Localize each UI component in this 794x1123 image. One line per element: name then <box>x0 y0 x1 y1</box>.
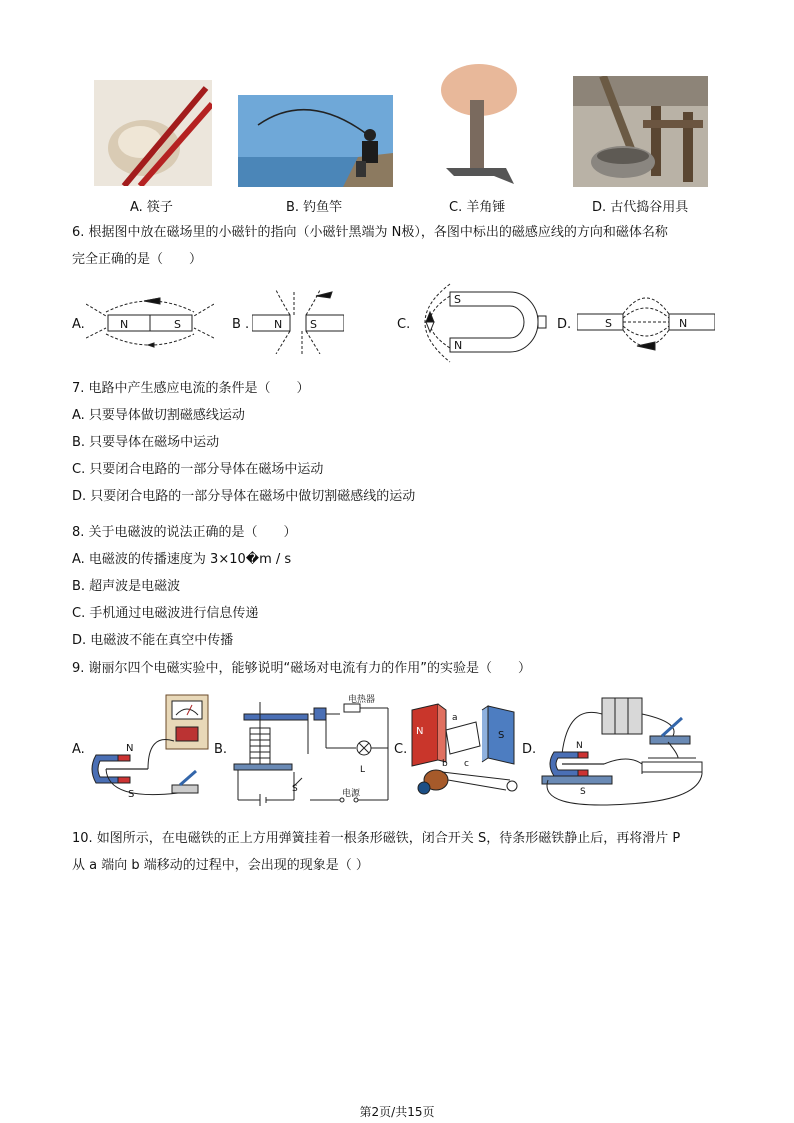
fishing-rod-image <box>238 95 393 187</box>
svg-text:L: L <box>360 765 366 775</box>
q9-diagram-d <box>538 694 714 810</box>
q9-option-a-label: A. <box>72 742 85 757</box>
svg-text:N: N <box>679 317 688 330</box>
svg-text:S: S <box>605 317 612 330</box>
question-6-stem-line1: 6. 根据图中放在磁场里的小磁针的指向（小磁针黑端为 N极），各图中标出的磁感应线的方向和磁体名称 <box>72 225 668 240</box>
question-7-option-d: D. 只要闭合电路的一部分导体在磁场中做切割磁感线的运动 <box>72 489 416 504</box>
q9-option-b-label: B. <box>214 742 228 757</box>
question-8-stem: 8. 关于电磁波的说法正确的是（ ） <box>72 525 297 540</box>
svg-text:a: a <box>452 713 458 723</box>
question-8-option-a: A. 电磁波的传播速度为 3×10�m / s <box>72 552 292 567</box>
page-footer: 第2页/共15页 <box>359 1105 435 1119</box>
question-10-stem-line2: 从 a 端向 b 端移动的过程中，会出现的现象是（ ） <box>72 858 369 873</box>
question-8-option-d: D. 电磁波不能在真空中传播 <box>72 633 234 648</box>
svg-text:N: N <box>454 339 463 352</box>
question-9-stem: 9. 谢丽尔四个电磁实验中，能够说明“磁场对电流有力的作用”的实验是（ ） <box>72 661 532 676</box>
question-10-stem-line1: 10. 如图所示，在电磁铁的正上方用弹簧挂着一根条形磁铁，闭合开关 S，待条形磁铁静止后，再将滑片 P <box>72 831 681 846</box>
question-6-stem-line2: 完全正确的是（ ） <box>72 252 203 267</box>
svg-text:S: S <box>580 787 586 797</box>
question-8-option-c: C. 手机通过电磁波进行信息传递 <box>72 606 259 621</box>
q9-option-c-label: C. <box>394 742 408 757</box>
option-caption-a: A. 筷子 <box>130 200 173 215</box>
svg-text:c: c <box>464 759 469 769</box>
svg-text:S: S <box>454 293 461 306</box>
question-7-option-b: B. 只要导体在磁场中运动 <box>72 435 220 450</box>
option-caption-d: D. 古代捣谷用具 <box>592 200 689 215</box>
q6-diagram-b <box>252 290 344 354</box>
question-7-option-a: A. 只要导体做切割磁感线运动 <box>72 408 245 423</box>
svg-text:电热器: 电热器 <box>348 695 376 705</box>
q6-option-c-label: C. <box>397 317 411 332</box>
question-7-stem: 7. 电路中产生感应电流的条件是（ ） <box>72 381 310 396</box>
q6-option-b-label: B . <box>232 317 250 332</box>
q6-diagram-d <box>577 290 715 354</box>
svg-text:S: S <box>498 730 505 741</box>
svg-text:N: N <box>126 743 134 754</box>
svg-text:电源: 电源 <box>342 789 361 799</box>
mortar-pestle-image <box>573 76 708 187</box>
chopsticks-image <box>94 80 212 186</box>
option-caption-c: C. 羊角锤 <box>449 200 506 215</box>
option-caption-b: B. 钓鱼竿 <box>286 200 343 215</box>
svg-text:N: N <box>416 726 424 737</box>
q9-diagram-a <box>88 693 210 805</box>
svg-text:S: S <box>128 789 135 800</box>
svg-text:N: N <box>576 741 583 751</box>
q9-option-d-label: D. <box>522 742 537 757</box>
pole-s-label: S <box>174 318 181 331</box>
svg-text:S: S <box>292 784 298 794</box>
q9-diagram-c <box>406 700 524 802</box>
svg-text:N: N <box>274 318 283 331</box>
pole-n-label: N <box>120 318 129 331</box>
q6-option-d-label: D. <box>557 317 572 332</box>
q9-diagram-b <box>230 694 390 806</box>
svg-text:S: S <box>310 318 317 331</box>
q6-option-a-label: A. <box>72 317 85 332</box>
svg-text:b: b <box>442 759 448 769</box>
question-7-option-c: C. 只要闭合电路的一部分导体在磁场中运动 <box>72 462 324 477</box>
q6-diagram-c <box>410 276 550 368</box>
question-8-option-b: B. 超声波是电磁波 <box>72 579 181 594</box>
q6-diagram-a <box>86 290 214 352</box>
claw-hammer-image <box>434 60 519 186</box>
